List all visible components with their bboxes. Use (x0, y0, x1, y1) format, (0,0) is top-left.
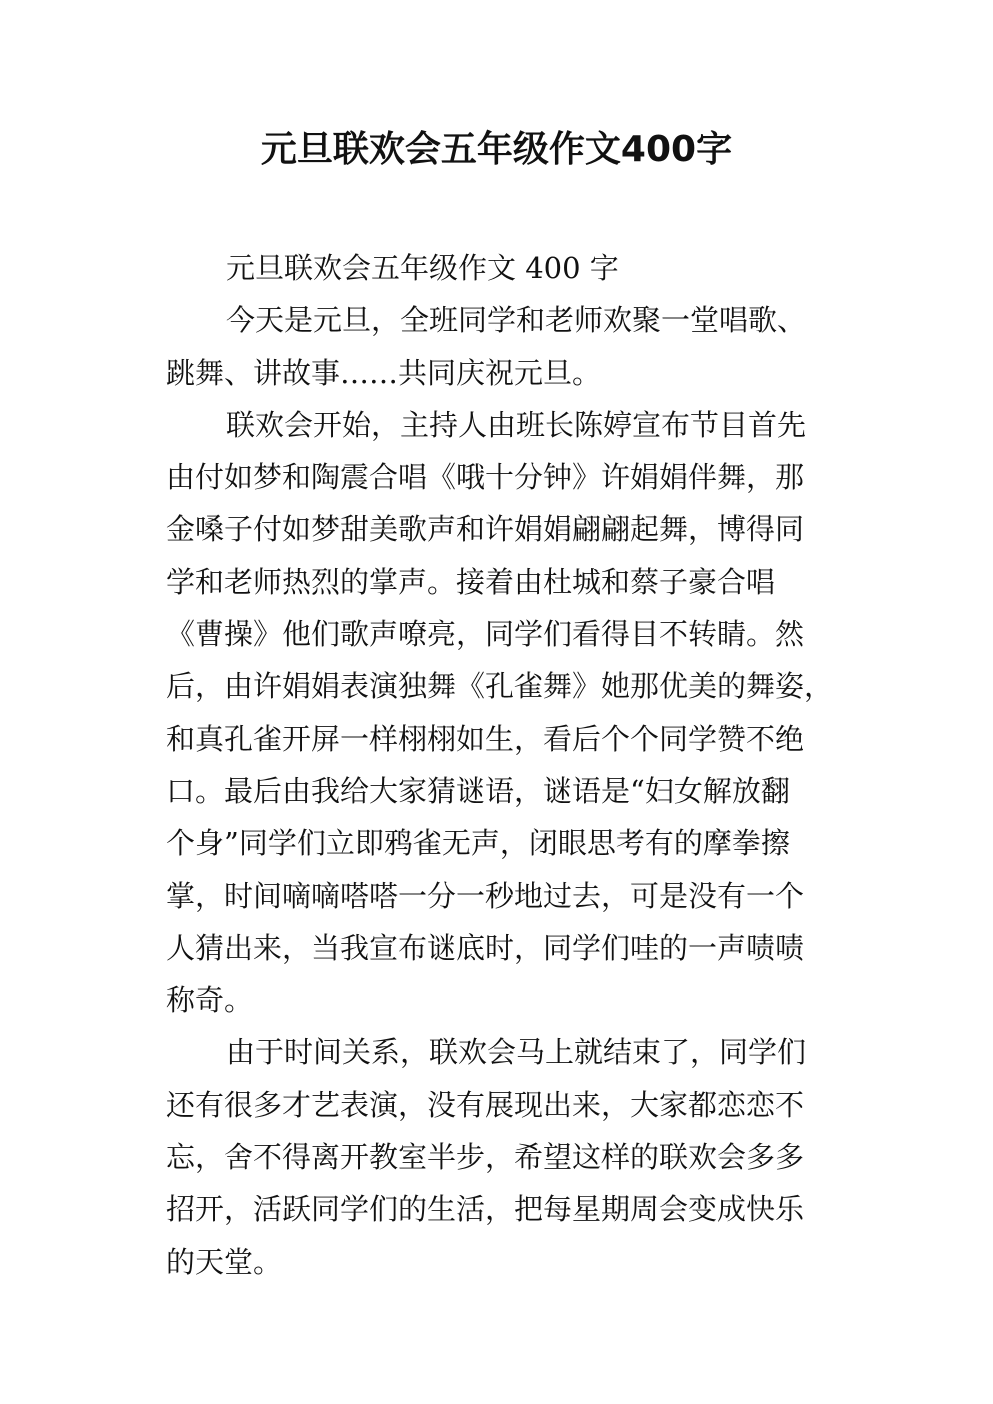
paragraph-line: 的天堂。 (166, 1244, 283, 1279)
paragraph-line: 跳舞、讲故事……共同庆祝元旦。 (166, 355, 602, 390)
paragraph-line: 金嗓子付如梦甜美歌声和许娟娟翩翩起舞，博得同 (166, 512, 805, 547)
paragraph-line: 后，由许娟娟表演独舞《孔雀舞》她那优美的舞姿， (166, 669, 834, 704)
document-body (166, 242, 846, 1288)
paragraph-line: 和真孔雀开屏一样栩栩如生，看后个个同学赞不绝 (166, 721, 805, 756)
paragraph-line: 联欢会开始，主持人由班长陈婷宣布节目首先 (226, 407, 807, 442)
paragraph-line: 称奇。 (166, 983, 254, 1018)
paragraph-line: 招开，活跃同学们的生活，把每星期周会变成快乐 (166, 1192, 805, 1227)
paragraph-line: 忘，舍不得离开教室半步，希望这样的联欢会多多 (166, 1140, 805, 1175)
paragraph-line: 还有很多才艺表演，没有展现出来，大家都恋恋不 (166, 1087, 805, 1122)
paragraph-line: 口。最后由我给大家猜谜语，谜语是“妇女解放翻 (166, 773, 790, 808)
paragraph-line: 学和老师热烈的掌声。接着由杜城和蔡子豪合唱 (166, 564, 776, 599)
paragraph-line: 今天是元旦，全班同学和老师欢聚一堂唱歌、 (226, 303, 807, 338)
paragraph-line: 由付如梦和陶震合唱《哦十分钟》许娟娟伴舞，那 (166, 460, 805, 495)
paragraph-line: 人猜出来，当我宣布谜底时，同学们哇的一声啧啧 (166, 930, 805, 965)
paragraph-line: 由于时间关系，联欢会马上就结束了，同学们 (226, 1035, 807, 1070)
paragraph-line: 个身”同学们立即鸦雀无声，闭眼思考有的摩拳擦 (166, 826, 790, 861)
subtitle-line: 元旦联欢会五年级作文 400 字 (226, 251, 619, 285)
document-title: 元旦联欢会五年级作文400字 (260, 129, 733, 170)
paragraph-line: 掌，时间嘀嘀嗒嗒一分一秒地过去，可是没有一个 (166, 878, 805, 913)
paragraph-line: 《曹操》他们歌声嘹亮，同学们看得目不转睛。然 (166, 617, 805, 652)
